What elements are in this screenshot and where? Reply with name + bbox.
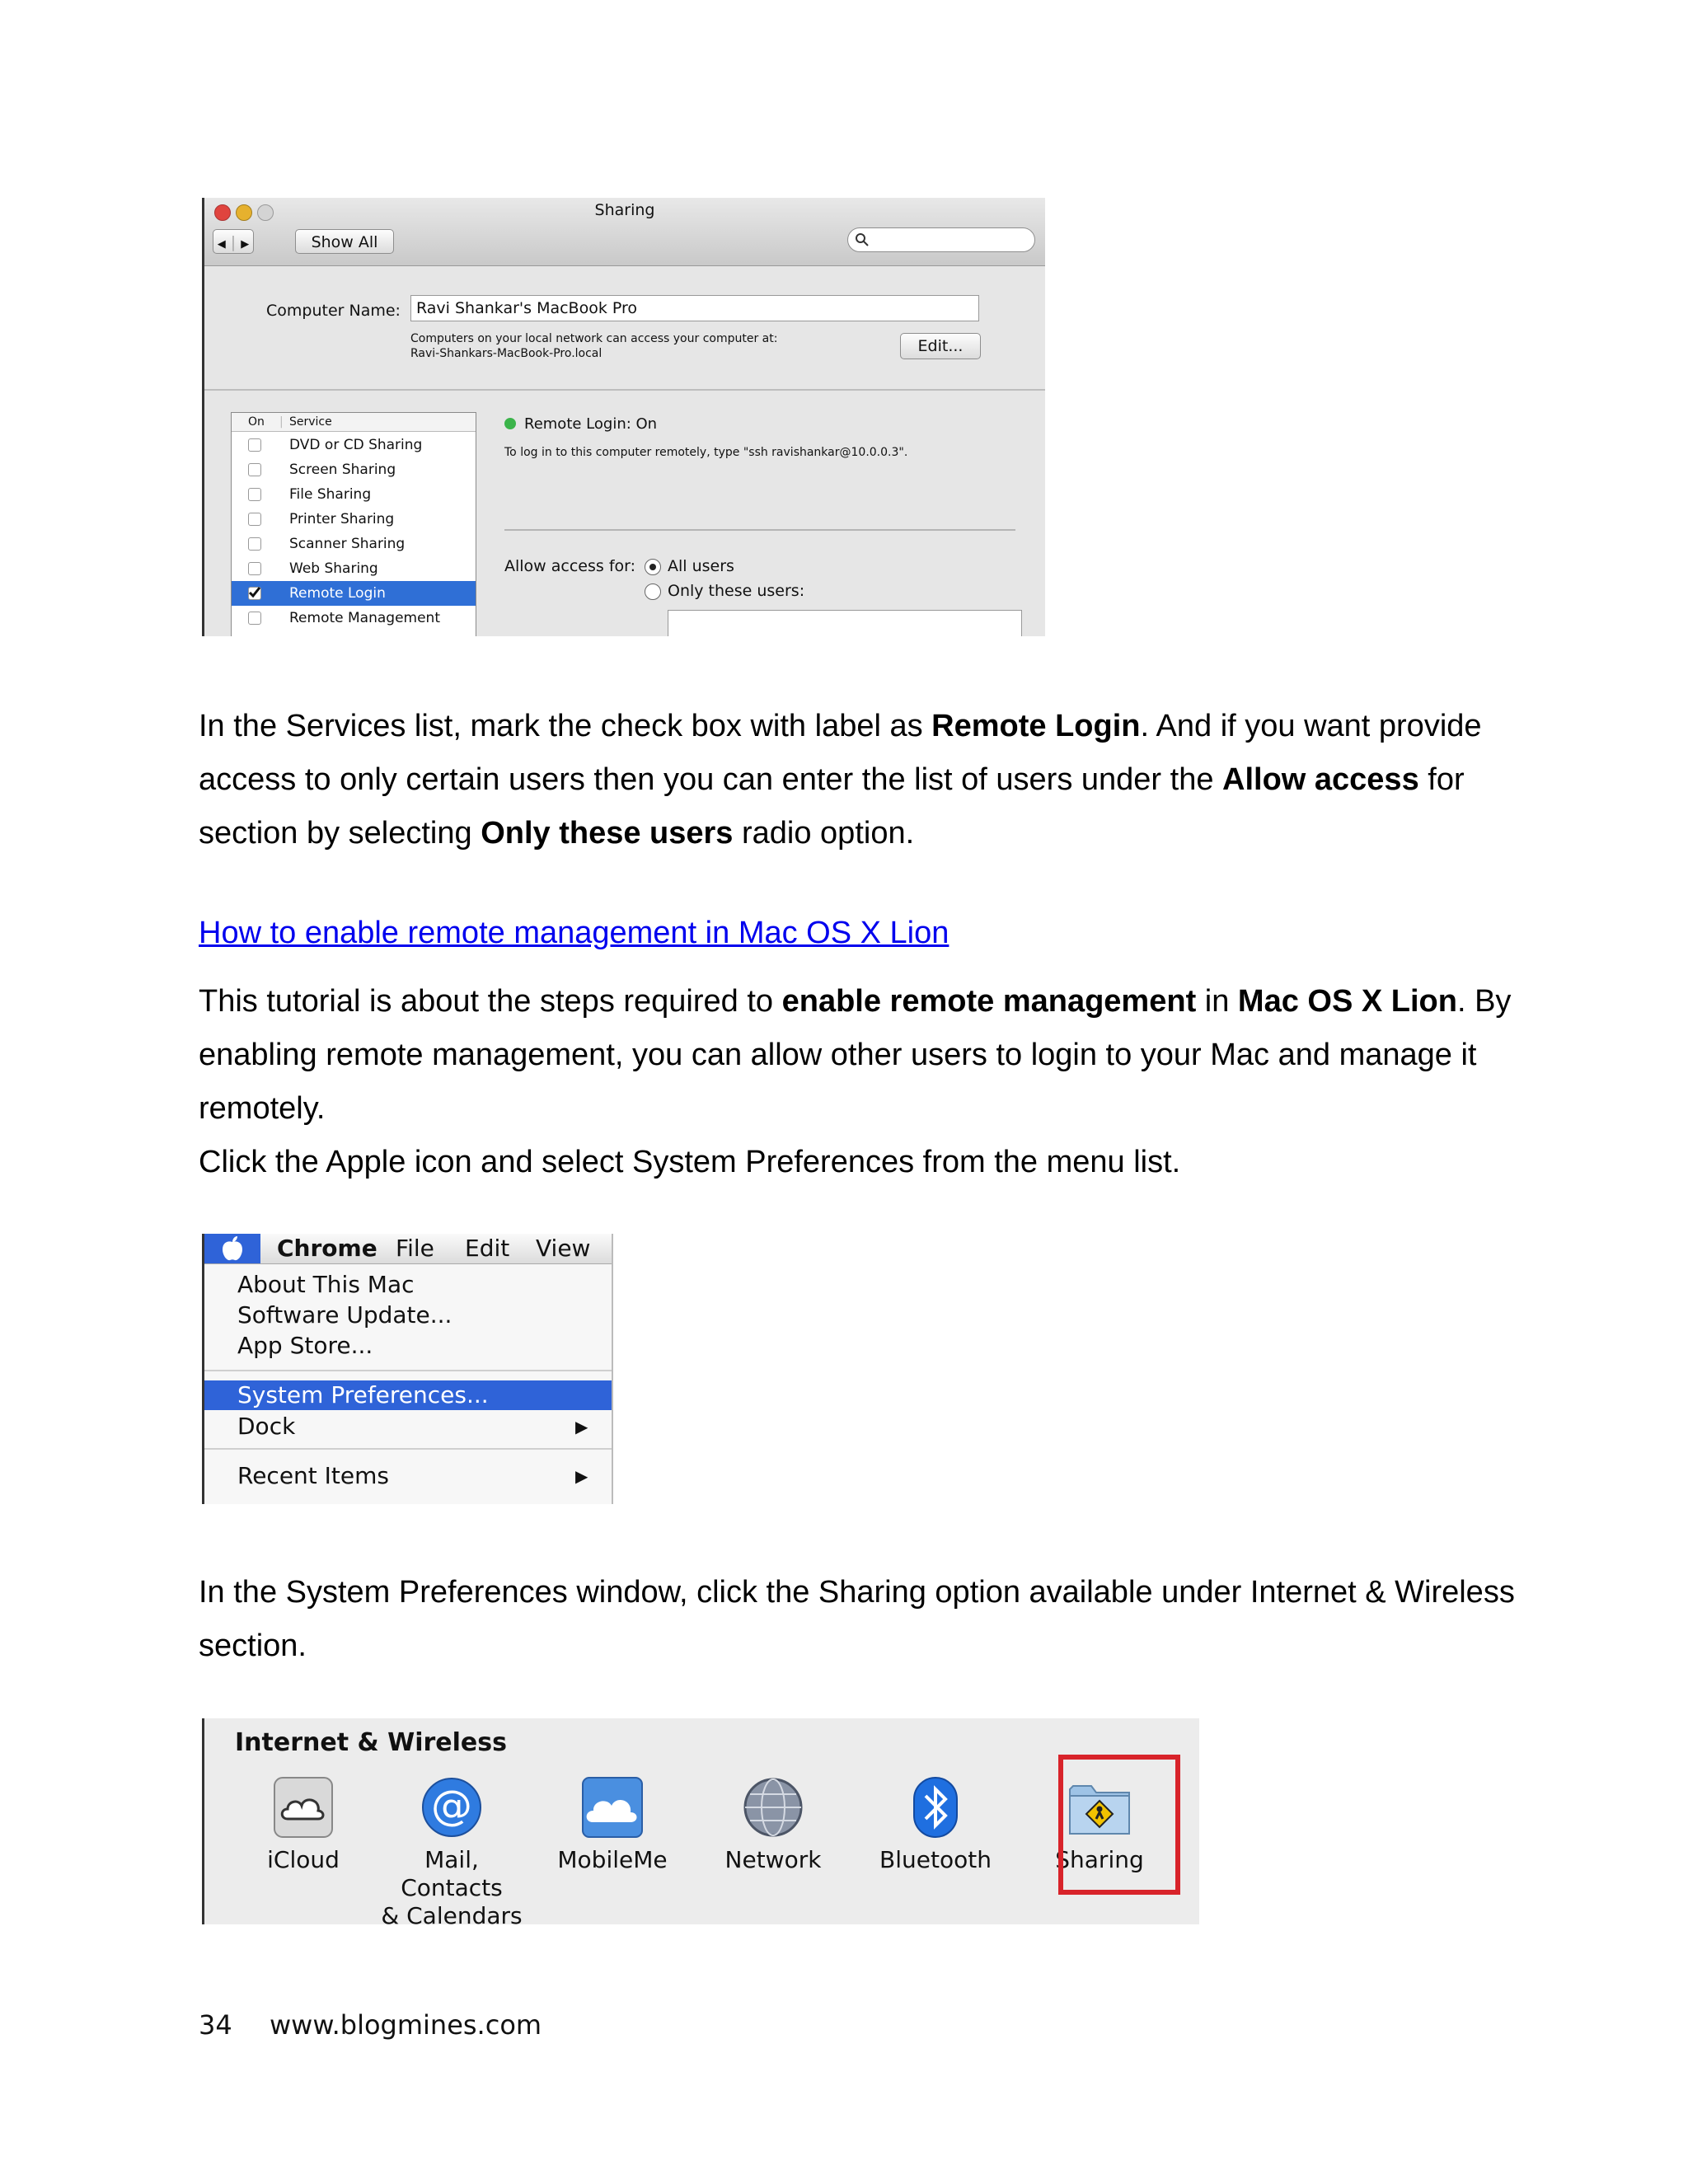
status-text: Remote Login: On: [524, 415, 658, 433]
network-note: [410, 331, 777, 361]
mobileme-label: MobileMe: [557, 1846, 668, 1873]
service-label: Remote Management: [289, 610, 440, 626]
service-label: Remote Login: [289, 585, 386, 602]
globe-icon: [742, 1776, 804, 1839]
service-checkbox[interactable]: [248, 488, 261, 501]
bluetooth-label: Bluetooth: [879, 1846, 992, 1873]
service-checkbox[interactable]: [248, 513, 261, 526]
network-label: Network: [724, 1846, 822, 1873]
sharing-window-screenshot: [202, 198, 1045, 636]
col-on: On: [248, 415, 265, 429]
menu-bar: [204, 1234, 612, 1264]
menu-edit[interactable]: Edit: [465, 1235, 510, 1262]
internet-wireless-screenshot: [202, 1718, 1199, 1924]
computer-name-label: Computer Name:: [266, 302, 401, 320]
mail-label-line2: & Calendars: [381, 1902, 523, 1924]
menu-item-dock[interactable]: Dock: [237, 1413, 296, 1440]
mail-label: [377, 1846, 526, 1924]
svg-text:@: @: [431, 1782, 472, 1830]
edit-button[interactable]: Edit...: [900, 333, 981, 359]
forward-icon[interactable]: ▶: [241, 238, 250, 251]
service-label: Screen Sharing: [289, 462, 396, 478]
menu-item-about[interactable]: About This Mac: [237, 1271, 415, 1298]
icloud-icon: [273, 1776, 334, 1839]
service-row-selected[interactable]: [232, 581, 476, 606]
menu-item-recent-items[interactable]: Recent Items: [237, 1462, 389, 1489]
paragraph-apple-icon: Click the Apple icon and select System Preferences from the menu list.: [199, 1145, 1181, 1179]
service-checkbox[interactable]: [248, 562, 261, 575]
service-label: Printer Sharing: [289, 511, 395, 527]
menu-separator: [204, 1448, 612, 1450]
window-titlebar: [204, 198, 1045, 266]
divider: [204, 389, 1045, 391]
pref-mail-contacts-calendars[interactable]: [377, 1718, 526, 1924]
service-checkbox-checked[interactable]: [248, 587, 261, 600]
back-forward-button[interactable]: ◀ | ▶: [213, 229, 254, 254]
service-row[interactable]: [232, 606, 476, 630]
service-checkbox[interactable]: [248, 537, 261, 551]
divider: [504, 529, 1015, 531]
section-title: Internet & Wireless: [235, 1728, 507, 1757]
service-row[interactable]: [232, 457, 476, 482]
pref-bluetooth[interactable]: [861, 1718, 1010, 1924]
radio-dot-icon: [649, 564, 656, 570]
remote-management-link[interactable]: How to enable remote management in Mac OS X Lion: [199, 916, 950, 950]
submenu-arrow-icon: ▶: [575, 1466, 588, 1486]
apple-icon: [220, 1235, 245, 1262]
paragraph-services: In the Services list, mark the check box with label as Remote Login. And if you want provide access to only certain users then you can enter the list of users under the Allow access for section by selecting Only these users radio option.: [199, 709, 1482, 851]
service-checkbox[interactable]: [248, 463, 261, 476]
remote-login-status: [504, 415, 657, 433]
service-checkbox[interactable]: [248, 612, 261, 625]
apple-menu-screenshot: [202, 1234, 613, 1504]
paragraph-sharing: In the System Preferences window, click the Sharing option available under Internet & Wireless section.: [199, 1575, 1515, 1663]
menu-chrome[interactable]: Chrome: [277, 1235, 377, 1262]
menu-view[interactable]: View: [536, 1235, 591, 1262]
menu-item-app-store[interactable]: App Store...: [237, 1332, 373, 1359]
service-row[interactable]: [232, 556, 476, 581]
mobileme-icon: [581, 1776, 644, 1839]
service-row[interactable]: [232, 482, 476, 507]
service-checkbox[interactable]: [248, 438, 261, 452]
users-list[interactable]: [668, 610, 1022, 636]
status-on-icon: [504, 418, 516, 429]
opt-only-these-users[interactable]: Only these users:: [668, 582, 805, 600]
bluetooth-icon: [912, 1776, 959, 1839]
page-number: 34: [199, 2009, 232, 2041]
radio-only-these-users[interactable]: [645, 583, 661, 600]
show-all-button[interactable]: Show All: [295, 229, 394, 254]
pref-mobileme[interactable]: [538, 1718, 687, 1924]
sharing-highlight-box: [1058, 1755, 1180, 1895]
services-list-header: On | Service: [232, 413, 476, 432]
menu-item-system-preferences[interactable]: System Preferences...: [237, 1381, 489, 1408]
pref-icloud[interactable]: [229, 1718, 377, 1924]
back-icon[interactable]: ◀: [217, 238, 226, 251]
service-label: DVD or CD Sharing: [289, 437, 423, 453]
status-note: To log in to this computer remotely, type "ssh ravishankar@10.0.0.3".: [504, 446, 908, 459]
footer-site[interactable]: www.blogmines.com: [270, 2009, 542, 2041]
allow-access-label: Allow access for:: [504, 557, 636, 575]
submenu-arrow-icon: ▶: [575, 1417, 588, 1436]
radio-all-users[interactable]: [645, 559, 661, 575]
apple-menu-button[interactable]: [204, 1234, 260, 1263]
network-note-line2: Ravi-Shankars-MacBook-Pro.local: [410, 347, 603, 360]
service-label: Web Sharing: [289, 560, 378, 577]
icloud-label: iCloud: [267, 1846, 340, 1873]
service-label: File Sharing: [289, 486, 372, 503]
menu-separator: [204, 1370, 612, 1371]
opt-all-users[interactable]: All users: [668, 557, 734, 575]
menu-file[interactable]: File: [396, 1235, 434, 1262]
paragraph-tutorial: This tutorial is about the steps required to enable remote management in Mac OS X Lion. By enabling remote management, you can allow other users to login to your Mac and manage it remotely.: [199, 984, 1512, 1126]
sharing-label: Sharing: [1055, 1846, 1144, 1873]
service-label: Scanner Sharing: [289, 536, 406, 552]
search-icon: [855, 232, 870, 247]
at-sign-icon: [420, 1776, 483, 1839]
pref-network[interactable]: [699, 1718, 847, 1924]
network-note-line1: Computers on your local network can access your computer at:: [410, 332, 778, 345]
service-row[interactable]: [232, 433, 476, 457]
service-row[interactable]: [232, 532, 476, 556]
computer-name-field[interactable]: Ravi Shankar's MacBook Pro: [410, 295, 979, 321]
mail-label-line1: Mail, Contacts: [401, 1846, 503, 1901]
service-row[interactable]: [232, 507, 476, 532]
col-service: Service: [289, 415, 332, 429]
window-title: Sharing: [594, 201, 655, 219]
search-input[interactable]: [847, 227, 1035, 252]
checkmark-icon: [248, 586, 261, 599]
menu-item-software-update[interactable]: Software Update...: [237, 1301, 452, 1329]
services-list[interactable]: [231, 412, 476, 636]
